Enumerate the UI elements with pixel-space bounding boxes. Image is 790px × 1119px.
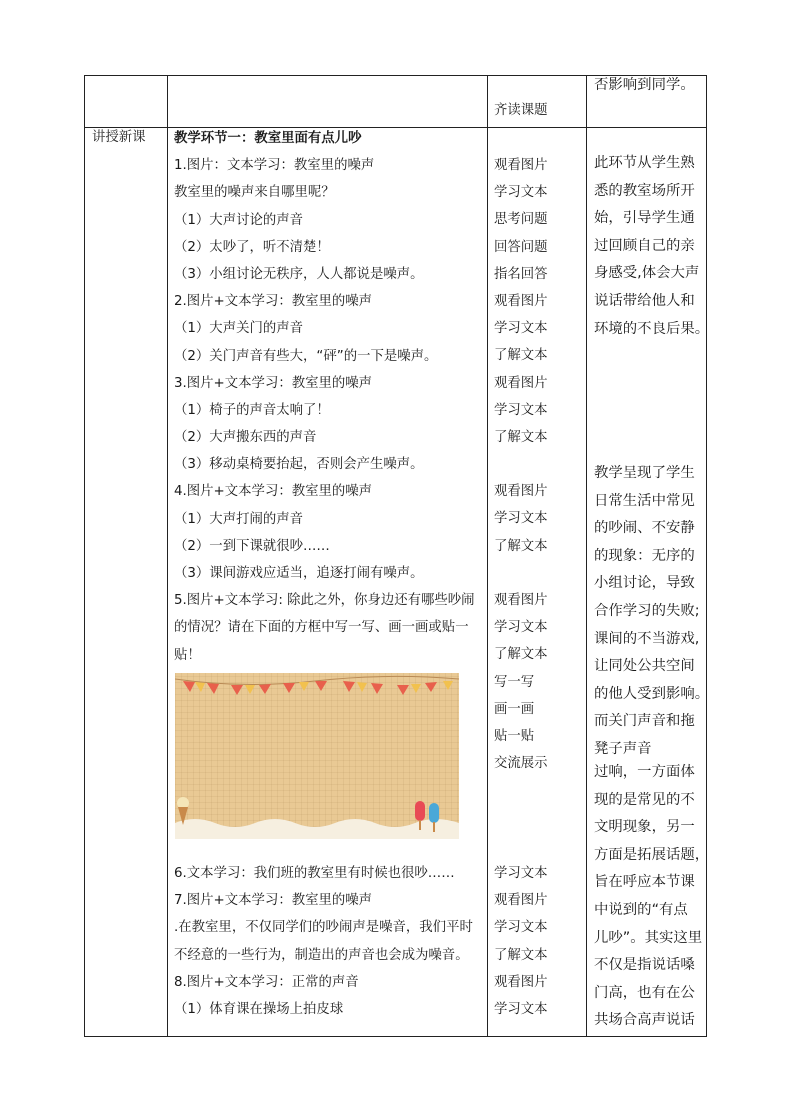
table-border-bottom — [84, 1036, 707, 1037]
note-line: 方面是拓展话题， — [594, 846, 710, 863]
note-line: 教学呈现了学生 — [594, 465, 695, 481]
content-line: （3）课间游戏应适当，追逐打闹有噪声。 — [174, 566, 424, 581]
note-line: 始，引导学生通 — [594, 210, 695, 227]
content-line: （1）大声讨论的声音 — [174, 212, 304, 228]
notes-b — [594, 460, 709, 764]
board-decoration — [175, 673, 459, 839]
activity-item: 观看图片 — [494, 293, 548, 309]
note-line: 的吵闹、不安静 — [594, 520, 695, 537]
activity-item: 画一画 — [494, 701, 535, 717]
content-line: 2.图片+文本学习：教室里的噪声 — [174, 294, 373, 310]
note-line: 凳子声音 — [594, 740, 652, 757]
note-line: 而关门声音和拖 — [594, 713, 695, 730]
content-line: 贴！ — [174, 647, 201, 663]
content-line: 5.图片+文本学习: 除此之外，你身边还有哪些吵闹 — [174, 593, 475, 609]
col-divider-2 — [487, 75, 488, 1037]
content-top — [174, 125, 475, 669]
note-line: 悉的教室场所开 — [594, 182, 695, 199]
top-row-note: 否影响到同学。 — [594, 77, 695, 93]
note-line: 让同处公共空间 — [594, 658, 695, 675]
note-line: 中说到的“有点 — [594, 901, 688, 918]
activity-item: 观看图片 — [494, 893, 548, 909]
content-line: .在教室里，不仅同学们的吵闹声是噪音，我们平时 — [174, 920, 473, 936]
top-row-activity: 齐读课题 — [494, 103, 548, 118]
note-line: 现的是常见的不 — [594, 791, 695, 808]
content-line: （1）椅子的声音太响了！ — [174, 402, 330, 418]
note-line: 合作学习的失败; — [594, 602, 700, 619]
activity-item: 了解文本 — [494, 348, 548, 364]
content-line: （2）大声搬东西的声音 — [174, 430, 317, 446]
content-line: 的情况？请在下面的方框中写一写、画一画或贴一 — [174, 620, 469, 636]
content-line: （1）大声关门的声音 — [174, 321, 304, 337]
drawing-board-image — [175, 673, 459, 839]
activity-item: 学习文本 — [494, 1001, 548, 1017]
board-bottom-border — [175, 819, 459, 839]
activity-item: 学习文本 — [494, 511, 548, 527]
note-line: 日常生活中常见 — [594, 492, 695, 509]
content-line: （3）移动桌椅要抬起，否则会产生噪声。 — [174, 457, 424, 473]
content-line: （1）大声打闹的声音 — [174, 511, 304, 527]
content-line: 不经意的一些行为，制造出的声音也会成为噪音。 — [174, 947, 469, 963]
activity-item: 了解文本 — [494, 647, 548, 663]
activity-item: 贴一贴 — [494, 728, 535, 744]
notes-a — [594, 150, 709, 343]
note-line: 儿吵”。其实这里 — [594, 929, 703, 946]
activity-item: 了解文本 — [494, 947, 548, 963]
activities-bottom — [494, 860, 548, 1023]
content-line: （3）小组讨论无秩序，人人都说是噪声。 — [174, 266, 424, 282]
note-line: 不仅是指说话嗓 — [594, 957, 695, 974]
note-line: 文明现象，另一 — [594, 819, 695, 836]
activity-item: 学习文本 — [494, 866, 548, 881]
activity-item: 回答问题 — [494, 239, 548, 255]
activity-item: 思考问题 — [494, 212, 548, 228]
activities-top — [494, 152, 548, 777]
content-line: 4.图片+文本学习：教室里的噪声 — [174, 484, 373, 500]
activity-item: 学习文本 — [494, 620, 548, 636]
content-bottom — [174, 860, 473, 1023]
activity-item — [494, 451, 548, 478]
activity-item: 了解文本 — [494, 429, 548, 445]
note-line: 身感受,体会大声 — [594, 265, 700, 282]
content-line: 3.图片+文本学习：教室里的噪声 — [174, 375, 373, 391]
activity-item: 观看图片 — [494, 593, 548, 608]
content-line: 1.图片：文本学习：教室里的噪声 — [174, 158, 375, 174]
note-line: 的现象：无序的 — [594, 547, 695, 564]
bunting-flags-red — [183, 681, 437, 695]
content-line: （1）体育课在操场上拍皮球 — [174, 1001, 344, 1017]
activity-item: 学习文本 — [494, 185, 548, 201]
activity-item: 写一写 — [494, 674, 535, 690]
content-line: 7.图片+文本学习：教室里的噪声 — [174, 893, 373, 909]
note-line: 小组讨论，导致 — [594, 575, 695, 592]
activity-item: 观看图片 — [494, 375, 548, 391]
col-divider-1 — [167, 75, 168, 1037]
content-line: 教室里的噪声来自哪里呢？ — [174, 185, 335, 201]
content-line: 6.文本学习：我们班的教室里有时候也很吵…… — [174, 866, 455, 881]
notes-c — [594, 759, 709, 1035]
activity-item: 学习文本 — [494, 402, 548, 418]
activity-item: 学习文本 — [494, 321, 548, 337]
content-line: （2）太吵了，听不清楚！ — [174, 239, 330, 255]
note-line: 旨在呼应本节课 — [594, 874, 695, 891]
activity-item: 观看图片 — [494, 158, 548, 173]
table-border-left — [84, 75, 85, 1037]
activity-item: 指名回答 — [494, 266, 548, 282]
note-line: 此环节从学生熟 — [594, 155, 695, 171]
content-line: 8.图片+文本学习：正常的声音 — [174, 974, 359, 990]
activity-item — [494, 560, 548, 587]
content-line: 教学环节一：教室里面有点儿吵 — [174, 131, 362, 146]
activity-item: 学习文本 — [494, 920, 548, 936]
activity-item: 了解文本 — [494, 538, 548, 554]
activity-item: 观看图片 — [494, 974, 548, 990]
note-line: 共场合高声说话 — [594, 1012, 695, 1029]
activity-item: 观看图片 — [494, 484, 548, 500]
note-line: 课间的不当游戏, — [594, 630, 700, 647]
activity-item: 交流展示 — [494, 756, 548, 772]
section-label: 讲授新课 — [92, 130, 146, 145]
content-line: （2）关门声音有些大，“砰”的一下是噪声。 — [174, 348, 438, 364]
note-line: 过响，一方面体 — [594, 764, 695, 780]
content-line: （2）一到下课就很吵…… — [174, 538, 330, 554]
note-line: 说话带给他人和 — [594, 292, 695, 309]
note-line: 环境的不良后果。 — [594, 320, 710, 337]
note-line: 的他人受到影响。 — [594, 685, 710, 702]
note-line: 门高，也有在公 — [594, 984, 695, 1001]
note-line: 过回顾自己的亲 — [594, 237, 695, 254]
col-divider-3 — [586, 75, 587, 1037]
